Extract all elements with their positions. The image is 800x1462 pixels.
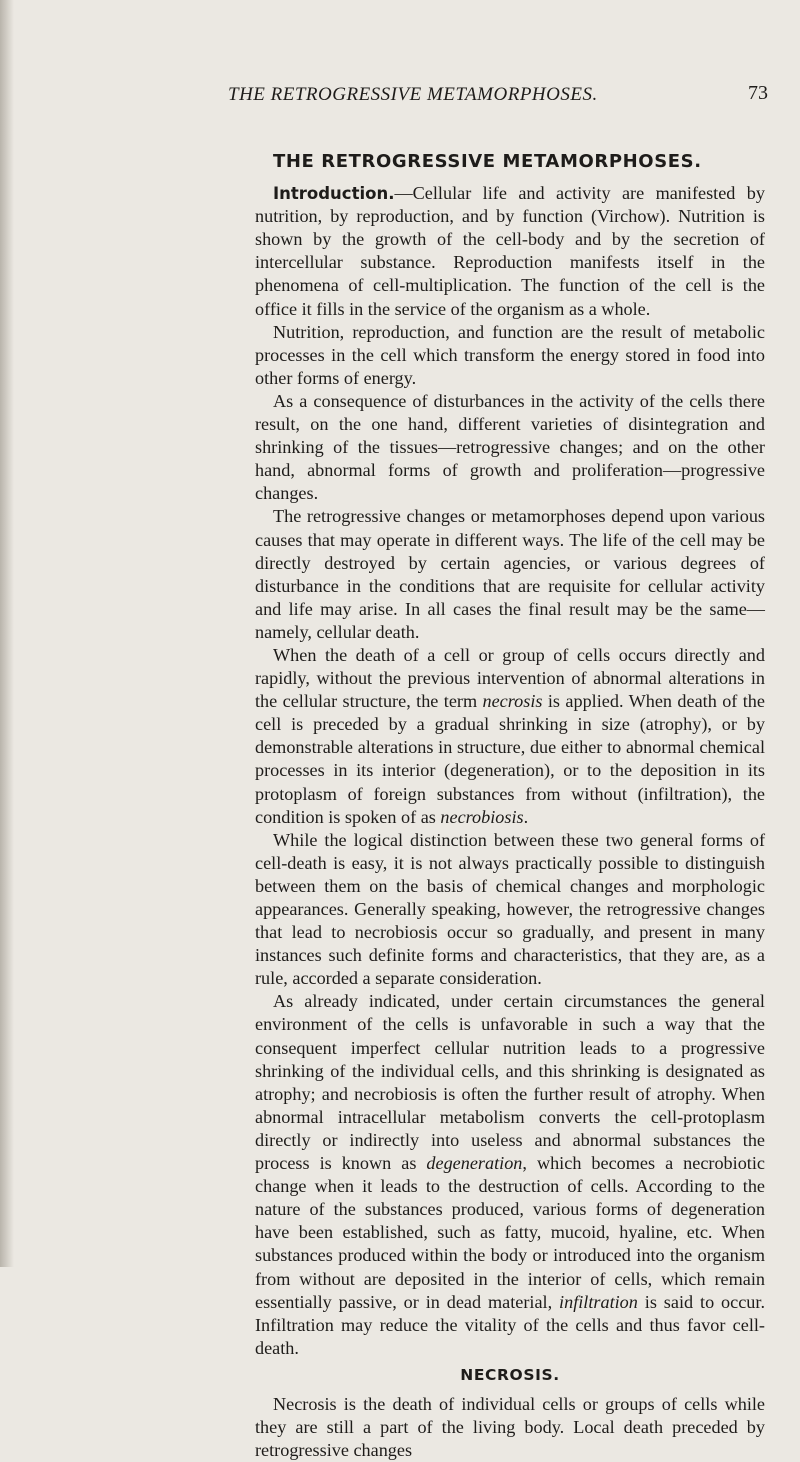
running-head: THE RETROGRESSIVE METAMORPHOSES. [228,84,598,105]
section-title-necrosis: NECROSIS. [460,1365,560,1384]
intro-paragraph-3: As a consequence of disturbances in the activity of the cells there result, on the one hand, different varieties of disintegration and shrinking of the tissues—retrogressive changes; and on the other hand, abnormal forms of growth and proliferation—progressive changes. [255,390,765,504]
intro-paragraph-1-text: —Cellular life and activity are manifested by nutrition, by reproduction, and by function (Virchow). Nutrition is shown by the growth of the cell-body and by the secretion of intercellular substance. Reproduction manifests itself in the phenomena of cell-multiplication. The function of the cell is the office it fills in the service of the organism as a whole. [255,183,765,319]
intro-paragraph-5-part-c: . [523,806,529,827]
page-gutter-shadow [0,0,14,1267]
chapter-title: THE RETROGRESSIVE METAMORPHOSES. [273,151,702,172]
intro-paragraph-2: Nutrition, reproduction, and function are the result of metabolic processes in the cell which transform the energy stored in food into other forms of energy. [255,321,765,388]
intro-paragraph-1 [255,182,765,321]
intro-paragraph-7 [255,990,765,1360]
intro-paragraph-6: While the logical distinction between these two general forms of cell-death is easy, it is not always practically possible to distinguish between them on the basis of chemical changes and morphologic appearances. Generally speaking, however, the retrogressive changes that lead to necrobiosis occur so gradually, and present in many instances such definite forms and characteristics, that they are, as a rule, accorded a separate consideration. [255,829,765,989]
intro-paragraph-5-part-b: is applied. When death of the cell is preceded by a gradual shrinking in size (atrophy), or by demonstrable alterations in structure, due either to abnormal chemical processes in its interior (degeneration), or to the deposition in its protoplasm of foreign substances from without (infiltration), the condition is spoken of as [255,691,765,827]
run-in-heading: Introduction. [273,184,395,204]
intro-paragraph-7-part-b: , which becomes a necrobiotic change when it leads to the destruction of cells. According to the nature of the substances produced, various forms of degeneration have been established, such as fatty, mucoid, hyaline, etc. When substances produced within the body or introduced into the organism from without are deposited in the interior of cells, which remain essentially passive, or in dead material, [255,1153,765,1312]
necrosis-paragraph-1: Necrosis is the death of individual cells or groups of cells while they are still a part of the living body. Local death preceded by retrogressive changes [255,1393,765,1461]
intro-paragraph-5 [255,644,765,829]
text-block [255,150,765,1462]
term-necrosis: necrosis [482,691,543,712]
term-necrobiosis: necrobiosis [440,806,524,827]
term-degeneration: degeneration [426,1153,523,1174]
page-number: 73 [748,82,768,104]
intro-paragraph-7-part-a: As already indicated, under certain circumstances the general environment of the cells is unfavorable in such a way that the consequent imperfect cellular nutrition leads to a progressive shrinking of the individual cells, and this shrinking is designated as atrophy; and necrobiosis is often the further result of atrophy. When abnormal intracellular metabolism converts the cell-protoplasm directly or indirectly into useless and abnormal substances the process is known as [255,991,765,1174]
intro-paragraph-4: The retrogressive changes or metamorphoses depend upon various causes that may operate in different ways. The life of the cell may be directly destroyed by certain agencies, or various degrees of disturbance in the conditions that are requisite for cellular activity and life may arise. In all cases the final result may be the same—namely, cellular death. [255,506,765,642]
intro-paragraph-7-part-c: is said to occur. Infiltration may reduce the vitality of the cells and thus favor cell-death. [255,1291,765,1358]
intro-paragraph-5-part-a: When the death of a cell or group of cells occurs directly and rapidly, without the previous intervention of abnormal alterations in the cellular structure, the term [255,644,765,712]
term-infiltration: infiltration [559,1291,638,1312]
